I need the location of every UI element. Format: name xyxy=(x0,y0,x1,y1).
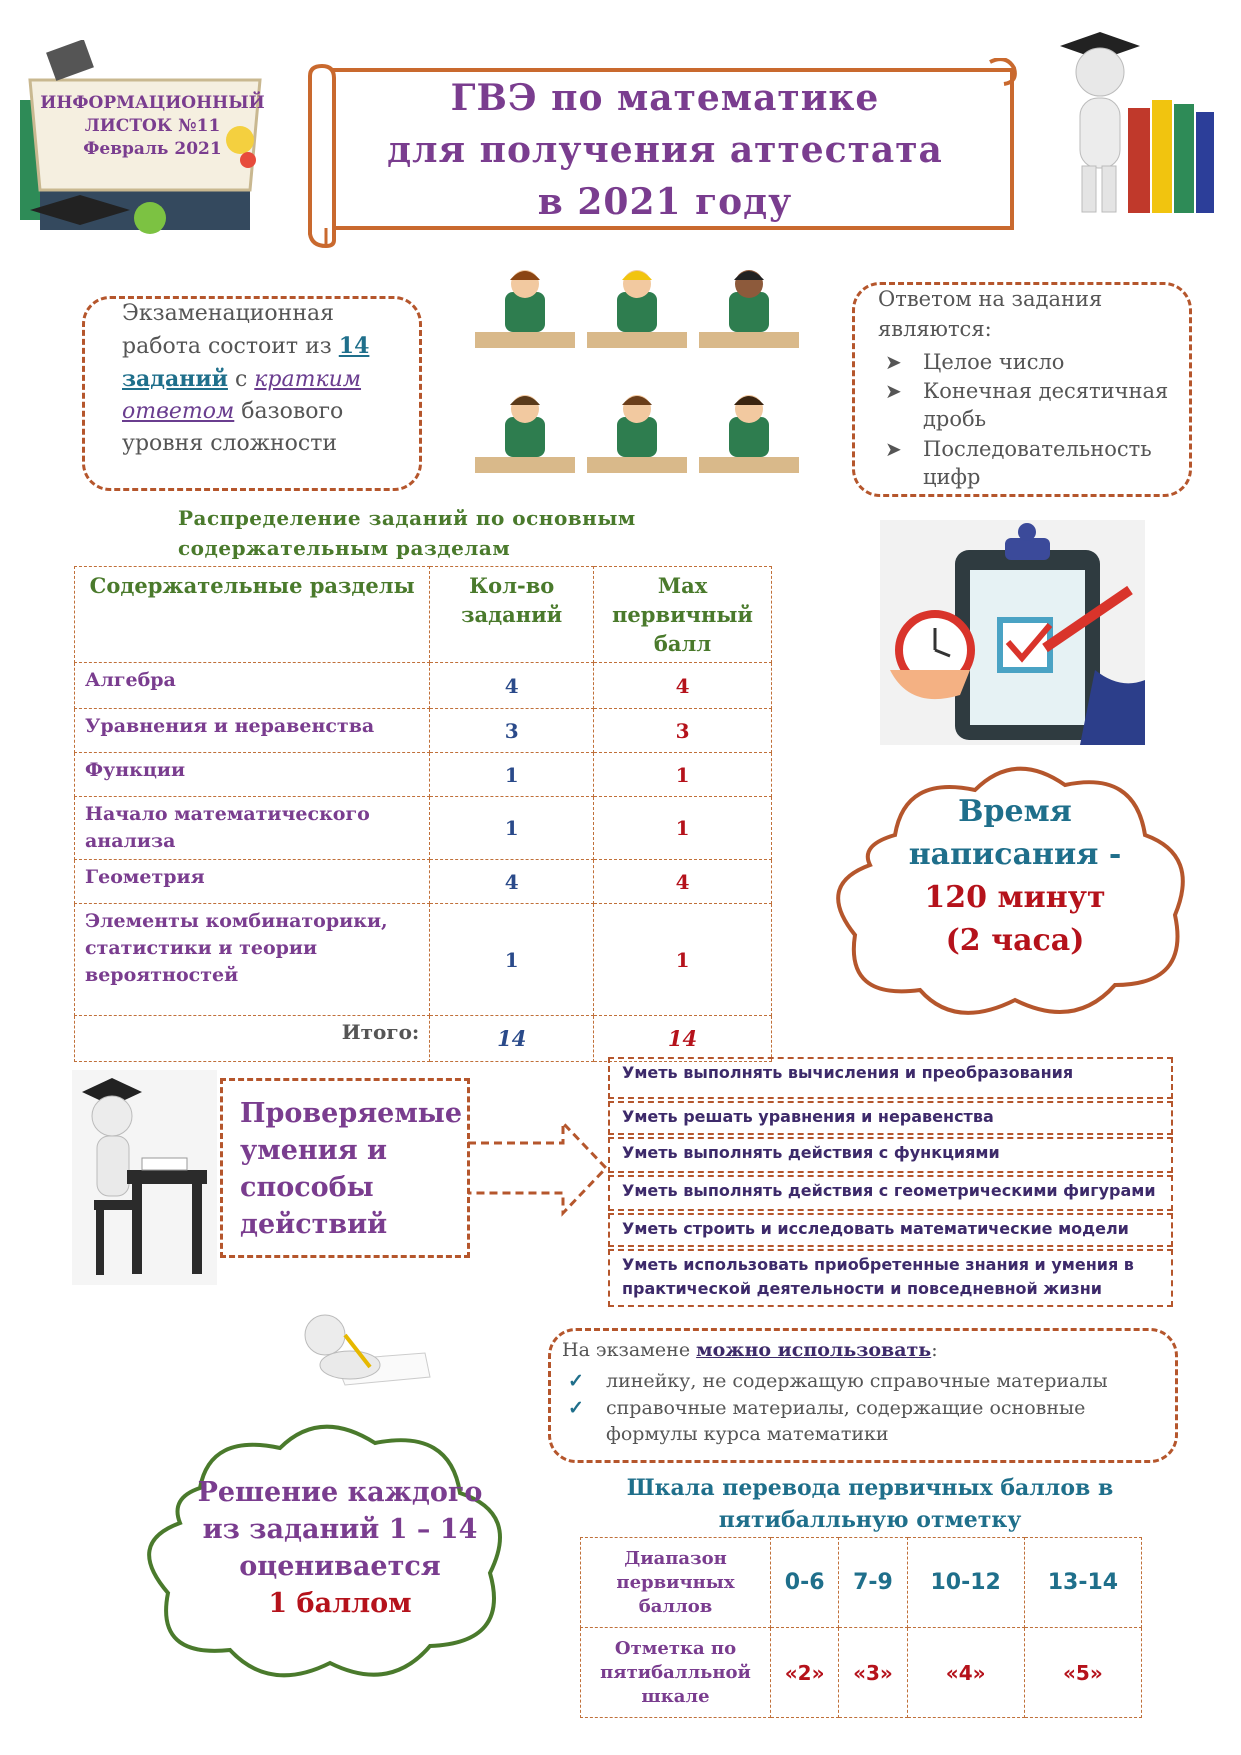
skill-item: Уметь выполнять вычисления и преобразования xyxy=(608,1057,1173,1099)
check-icon: ✓ xyxy=(568,1397,584,1419)
score-range: 10-12 xyxy=(907,1538,1024,1628)
grade-mark: «5» xyxy=(1024,1628,1141,1718)
allowed-item-text: линейку, не содержащую справочные материалы xyxy=(606,1370,1108,1392)
students-illustration xyxy=(470,270,810,490)
section-name: Функции xyxy=(75,753,430,797)
task-count: 1 xyxy=(430,797,594,860)
time-line2: написания - xyxy=(908,837,1122,872)
badge-line3: Февраль 2021 xyxy=(83,139,222,159)
exam-answer-type: кратким ответом xyxy=(122,367,362,424)
section-name: Начало математического анализа xyxy=(75,797,430,860)
table-row xyxy=(75,904,772,1016)
max-points: 3 xyxy=(594,709,772,753)
allowed-item-text: справочные материалы, содержащие основные формулы курса математики xyxy=(606,1397,1086,1445)
table-row xyxy=(581,1628,1142,1718)
solution-line4: 1 баллом xyxy=(268,1588,412,1619)
task-count: 3 xyxy=(430,709,594,753)
task-count: 1 xyxy=(430,753,594,797)
scale-table xyxy=(580,1537,1142,1718)
grade-mark: «4» xyxy=(907,1628,1024,1718)
total-points: 14 xyxy=(594,1016,772,1062)
allowed-item xyxy=(568,1368,1168,1394)
skill-item: Уметь выполнять действия с геометрическими фигурами xyxy=(608,1175,1173,1211)
title-line3: в 2021 году xyxy=(537,181,793,223)
allowed-item xyxy=(568,1395,1168,1447)
skill-item: Уметь строить и исследовать математические модели xyxy=(608,1213,1173,1247)
check-icon: ✓ xyxy=(568,1370,584,1392)
section-name: Элементы комбинаторики, статистики и теории вероятностей xyxy=(75,904,430,1016)
solution-text xyxy=(185,1474,495,1622)
time-line3: 120 минут xyxy=(924,880,1106,915)
solution-line1: Решение каждого xyxy=(197,1477,483,1508)
scale-title: Шкала перевода первичных баллов в пятибалльную отметку xyxy=(626,1475,1114,1533)
table-row xyxy=(75,663,772,709)
skills-title: Проверяемые умения и способы действий xyxy=(240,1098,463,1240)
page-title xyxy=(330,72,1000,228)
max-points: 4 xyxy=(594,860,772,904)
clipboard-stopwatch-illustration xyxy=(880,520,1145,745)
exam-structure-text xyxy=(122,298,412,460)
table-row xyxy=(581,1538,1142,1628)
arrow-bullet-icon: ➤ xyxy=(885,379,902,403)
graduate-books-illustration xyxy=(1040,28,1220,218)
answer-item-text: Конечная десятичная дробь xyxy=(923,379,1169,431)
exam-text-part3: базового уровня сложности xyxy=(122,399,344,456)
answer-item xyxy=(885,377,1185,433)
answers-title: Ответом на задания являются: xyxy=(878,287,1103,341)
answer-item-text: Целое число xyxy=(923,350,1065,374)
lying-figure-illustration xyxy=(285,1305,435,1390)
score-range: 7-9 xyxy=(839,1538,907,1628)
header-count: Кол-во заданий xyxy=(430,567,594,663)
solution-line3: оценивается xyxy=(239,1551,441,1582)
scale-row2-label: Отметка по пятибалльной шкале xyxy=(581,1628,771,1718)
task-count: 4 xyxy=(430,663,594,709)
task-count: 1 xyxy=(430,904,594,1016)
answer-item xyxy=(885,435,1185,491)
skill-item: Уметь решать уравнения и неравенства xyxy=(608,1101,1173,1135)
max-points: 1 xyxy=(594,797,772,860)
distribution-title: Распределение заданий по основным содержательным разделам xyxy=(178,506,636,560)
exam-text-part1: Экзаменационная работа состоит из xyxy=(122,301,339,359)
solution-line2: из заданий 1 – 14 xyxy=(202,1514,478,1545)
section-name: Алгебра xyxy=(75,663,430,709)
answer-item xyxy=(885,348,1185,376)
table-row xyxy=(75,753,772,797)
info-badge xyxy=(30,92,275,161)
header-sections: Содержательные разделы xyxy=(75,567,430,663)
grade-mark: «3» xyxy=(839,1628,907,1718)
title-line1: ГВЭ по математике xyxy=(450,77,880,119)
arrow-bullet-icon: ➤ xyxy=(885,350,902,374)
section-name: Геометрия xyxy=(75,860,430,904)
right-arrow-icon xyxy=(468,1118,608,1218)
distribution-table xyxy=(74,566,772,1062)
max-points: 1 xyxy=(594,753,772,797)
table-row xyxy=(75,797,772,860)
student-desk-illustration xyxy=(72,1070,217,1285)
answer-item-text: Последовательность цифр xyxy=(923,437,1152,489)
max-points: 1 xyxy=(594,904,772,1016)
max-points: 4 xyxy=(594,663,772,709)
allowed-bold: можно использовать xyxy=(696,1339,932,1361)
allowed-suffix: : xyxy=(931,1339,938,1361)
allowed-prefix: На экзамене xyxy=(562,1339,697,1361)
score-range: 0-6 xyxy=(771,1538,839,1628)
exam-text-part2: с xyxy=(227,367,255,392)
allowed-title xyxy=(562,1336,1162,1364)
time-line4: (2 часа) xyxy=(945,923,1085,958)
header-max-points: Max первичный балл xyxy=(594,567,772,663)
total-label: Итого: xyxy=(75,1016,430,1062)
total-count: 14 xyxy=(430,1016,594,1062)
skill-item: Уметь использовать приобретенные знания и умения в практической деятельности и повседневной жизни xyxy=(608,1249,1173,1307)
grade-mark: «2» xyxy=(771,1628,839,1718)
badge-line1: ИНФОРМАЦИОННЫЙ xyxy=(40,93,265,113)
table-row xyxy=(75,709,772,753)
badge-line2: ЛИСТОК №11 xyxy=(84,116,221,136)
time-text xyxy=(860,790,1170,962)
skill-item: Уметь выполнять действия с функциями xyxy=(608,1137,1173,1173)
table-row xyxy=(75,860,772,904)
scale-row1-label: Диапазон первичных баллов xyxy=(581,1538,771,1628)
total-row xyxy=(75,1016,772,1062)
title-line2: для получения аттестата xyxy=(387,129,943,171)
section-name: Уравнения и неравенства xyxy=(75,709,430,753)
arrow-bullet-icon: ➤ xyxy=(885,437,902,461)
score-range: 13-14 xyxy=(1024,1538,1141,1628)
exam-task-count: 14 заданий xyxy=(122,333,370,392)
task-count: 4 xyxy=(430,860,594,904)
time-line1: Время xyxy=(958,794,1072,829)
